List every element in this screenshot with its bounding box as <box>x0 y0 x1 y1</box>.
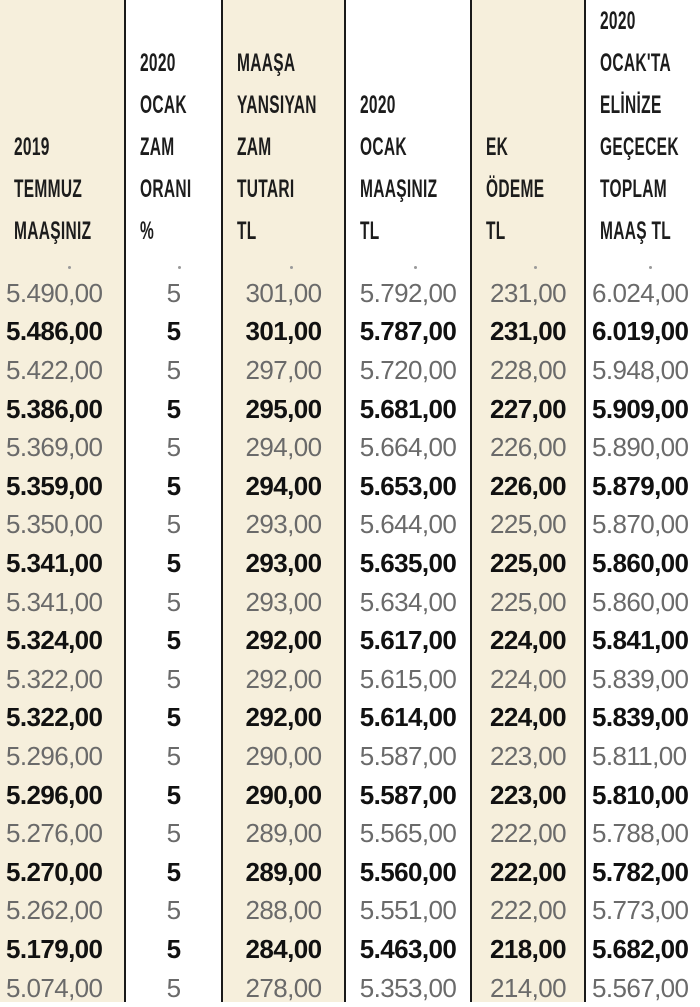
table-cell: 227,00 <box>490 393 566 424</box>
header-line: OCAK <box>360 133 407 161</box>
table-cell: 293,00 <box>245 509 322 540</box>
table-cell: 5 <box>166 818 181 849</box>
table-cell: 5.839,00 <box>592 663 689 694</box>
table-cell: 5 <box>166 432 181 463</box>
table-cell: 5.644,00 <box>359 509 457 540</box>
table-cell: 5.890,00 <box>592 432 689 463</box>
table-cell: 225,00 <box>490 547 566 578</box>
table-cell: 5.860,00 <box>592 547 689 578</box>
column-header <box>472 0 584 262</box>
table-cell: 5.353,00 <box>359 972 457 1003</box>
table-cell: 294,00 <box>245 470 322 501</box>
table-cell: 288,00 <box>245 895 322 926</box>
table-cell: 5 <box>166 663 181 694</box>
header-line: 2019 <box>14 133 50 161</box>
table-cell: 225,00 <box>490 509 566 540</box>
column-header <box>0 0 124 262</box>
header-line: ZAM <box>140 133 175 161</box>
table-cell: 5.681,00 <box>359 393 457 424</box>
table-cell: 5 <box>166 625 181 656</box>
table-cell: 5.369,00 <box>6 432 103 463</box>
header-line: MAAŞ TL <box>600 217 672 245</box>
table-cell: 5.322,00 <box>6 663 103 694</box>
header-line: TL <box>237 217 257 245</box>
table-cell: 5.296,00 <box>6 740 103 771</box>
table-cell: 5.788,00 <box>592 818 689 849</box>
separator-dot <box>290 266 293 269</box>
header-line: TOPLAM <box>600 175 668 203</box>
header-line: OCAK <box>140 91 187 119</box>
table-cell: 6.024,00 <box>592 277 689 308</box>
header-line: TUTARI <box>237 175 295 203</box>
table-cell: 5.664,00 <box>359 432 457 463</box>
table-cell: 5 <box>166 354 181 385</box>
table-cell: 5.810,00 <box>592 779 689 810</box>
table-cell: 5.720,00 <box>359 354 457 385</box>
table-cell: 5.860,00 <box>592 586 689 617</box>
table-cell: 5.635,00 <box>359 547 457 578</box>
table-cell: 5.634,00 <box>359 586 457 617</box>
table-cell: 5.617,00 <box>359 625 457 656</box>
header-line: 2020 <box>360 91 396 119</box>
table-cell: 5.614,00 <box>359 702 457 733</box>
table-cell: 292,00 <box>245 625 322 656</box>
table-cell: 297,00 <box>245 354 322 385</box>
header-line: ZAM <box>237 133 272 161</box>
table-cell: 224,00 <box>490 625 566 656</box>
table-cell: 292,00 <box>245 702 322 733</box>
table-cell: 5.773,00 <box>592 895 689 926</box>
column-raise-amount <box>221 0 344 1002</box>
table-cell: 5.341,00 <box>6 547 103 578</box>
column-total-salary <box>584 0 700 1002</box>
column-header <box>586 0 700 262</box>
table-cell: 5.296,00 <box>6 779 103 810</box>
table-cell: 289,00 <box>245 856 322 887</box>
header-line: TL <box>360 217 380 245</box>
table-cell: 290,00 <box>245 779 322 810</box>
table-cell: 5 <box>166 470 181 501</box>
table-cell: 5.463,00 <box>359 933 457 964</box>
table-cell: 225,00 <box>490 586 566 617</box>
header-line: MAAŞA <box>237 49 296 77</box>
table-cell: 292,00 <box>245 663 322 694</box>
table-cell: 5.359,00 <box>6 470 103 501</box>
table-cell: 5.567,00 <box>592 972 689 1003</box>
table-cell: 5.811,00 <box>592 740 687 771</box>
table-cell: 5.551,00 <box>359 895 457 926</box>
table-cell: 278,00 <box>245 972 322 1003</box>
table-cell: 5 <box>166 702 181 733</box>
table-cell: 295,00 <box>245 393 322 424</box>
table-cell: 5.490,00 <box>6 277 103 308</box>
header-line: 2020 <box>140 49 176 77</box>
table-cell: 5.587,00 <box>359 740 457 771</box>
header-line: OCAK'TA <box>600 49 672 77</box>
column-header <box>346 0 470 262</box>
table-cell: 5.341,00 <box>6 586 103 617</box>
separator-dot <box>178 266 181 269</box>
table-cell: 223,00 <box>490 779 566 810</box>
header-line: ELİNİZE <box>600 91 662 119</box>
table-cell: 5.560,00 <box>359 856 457 887</box>
table-cell: 231,00 <box>490 277 566 308</box>
table-cell: 5 <box>166 895 181 926</box>
table-cell: 5.276,00 <box>6 818 103 849</box>
table-cell: 293,00 <box>245 586 322 617</box>
table-cell: 5.879,00 <box>592 470 689 501</box>
header-line: TL <box>486 217 506 245</box>
table-cell: 228,00 <box>490 354 566 385</box>
header-line: TEMMUZ <box>14 175 83 203</box>
header-line: ÖDEME <box>486 175 545 203</box>
table-cell: 5 <box>166 856 181 887</box>
table-cell: 293,00 <box>245 547 322 578</box>
table-cell: 5.792,00 <box>359 277 457 308</box>
table-cell: 5 <box>166 779 181 810</box>
table-cell: 5 <box>166 933 181 964</box>
table-cell: 5 <box>166 972 181 1003</box>
table-cell: 290,00 <box>245 740 322 771</box>
table-cell: 5.841,00 <box>592 625 689 656</box>
header-line: GEÇECEK <box>600 133 679 161</box>
header-line: MAAŞINIZ <box>360 175 438 203</box>
table-cell: 5 <box>166 740 181 771</box>
table-cell: 294,00 <box>245 432 322 463</box>
table-cell: 5.839,00 <box>592 702 689 733</box>
table-cell: 222,00 <box>490 856 566 887</box>
table-cell: 5 <box>166 393 181 424</box>
table-cell: 5.386,00 <box>6 393 103 424</box>
table-cell: 214,00 <box>490 972 566 1003</box>
table-cell: 218,00 <box>490 933 566 964</box>
header-line: YANSIYAN <box>237 91 317 119</box>
table-cell: 5.486,00 <box>6 316 103 347</box>
table-cell: 5.350,00 <box>6 509 103 540</box>
table-cell: 231,00 <box>490 316 566 347</box>
separator-dot <box>414 266 417 269</box>
table-cell: 222,00 <box>490 895 566 926</box>
header-line: % <box>140 217 155 245</box>
column-raise-rate <box>124 0 221 1002</box>
table-cell: 301,00 <box>245 277 322 308</box>
table-cell: 5.270,00 <box>6 856 103 887</box>
table-cell: 224,00 <box>490 702 566 733</box>
table-cell: 5.615,00 <box>359 663 457 694</box>
table-cell: 5.787,00 <box>359 316 457 347</box>
table-cell: 5 <box>166 316 181 347</box>
table-cell: 5 <box>166 547 181 578</box>
table-cell: 5.870,00 <box>592 509 689 540</box>
table-cell: 5.909,00 <box>592 393 689 424</box>
table-cell: 223,00 <box>490 740 566 771</box>
table-cell: 5.179,00 <box>6 933 103 964</box>
separator-dot <box>649 266 652 269</box>
table-cell: 5.682,00 <box>592 933 689 964</box>
table-cell: 5.324,00 <box>6 625 103 656</box>
table-cell: 289,00 <box>245 818 322 849</box>
header-line: EK <box>486 133 509 161</box>
column-2019-july-salary <box>0 0 124 1002</box>
separator-dot <box>68 266 71 269</box>
table-cell: 5.565,00 <box>359 818 457 849</box>
table-cell: 301,00 <box>245 316 322 347</box>
table-cell: 5 <box>166 509 181 540</box>
column-header <box>126 0 221 262</box>
table-cell: 5.782,00 <box>592 856 689 887</box>
table-cell: 5 <box>166 277 181 308</box>
table-cell: 5 <box>166 586 181 617</box>
table-cell: 6.019,00 <box>592 316 689 347</box>
table-cell: 226,00 <box>490 470 566 501</box>
table-cell: 284,00 <box>245 933 322 964</box>
header-line: 2020 <box>600 7 636 35</box>
table-cell: 226,00 <box>490 432 566 463</box>
table-cell: 5.074,00 <box>6 972 103 1003</box>
table-cell: 5.948,00 <box>592 354 689 385</box>
table-cell: 5.653,00 <box>359 470 457 501</box>
table-cell: 222,00 <box>490 818 566 849</box>
column-header <box>223 0 344 262</box>
table-cell: 5.587,00 <box>359 779 457 810</box>
table-cell: 5.322,00 <box>6 702 103 733</box>
separator-dot <box>534 266 537 269</box>
header-line: ORANI <box>140 175 192 203</box>
header-line: MAAŞINIZ <box>14 217 92 245</box>
table-cell: 5.422,00 <box>6 354 103 385</box>
column-2020-january-salary <box>344 0 470 1002</box>
column-extra-payment <box>470 0 584 1002</box>
table-cell: 5.262,00 <box>6 895 103 926</box>
table-cell: 224,00 <box>490 663 566 694</box>
